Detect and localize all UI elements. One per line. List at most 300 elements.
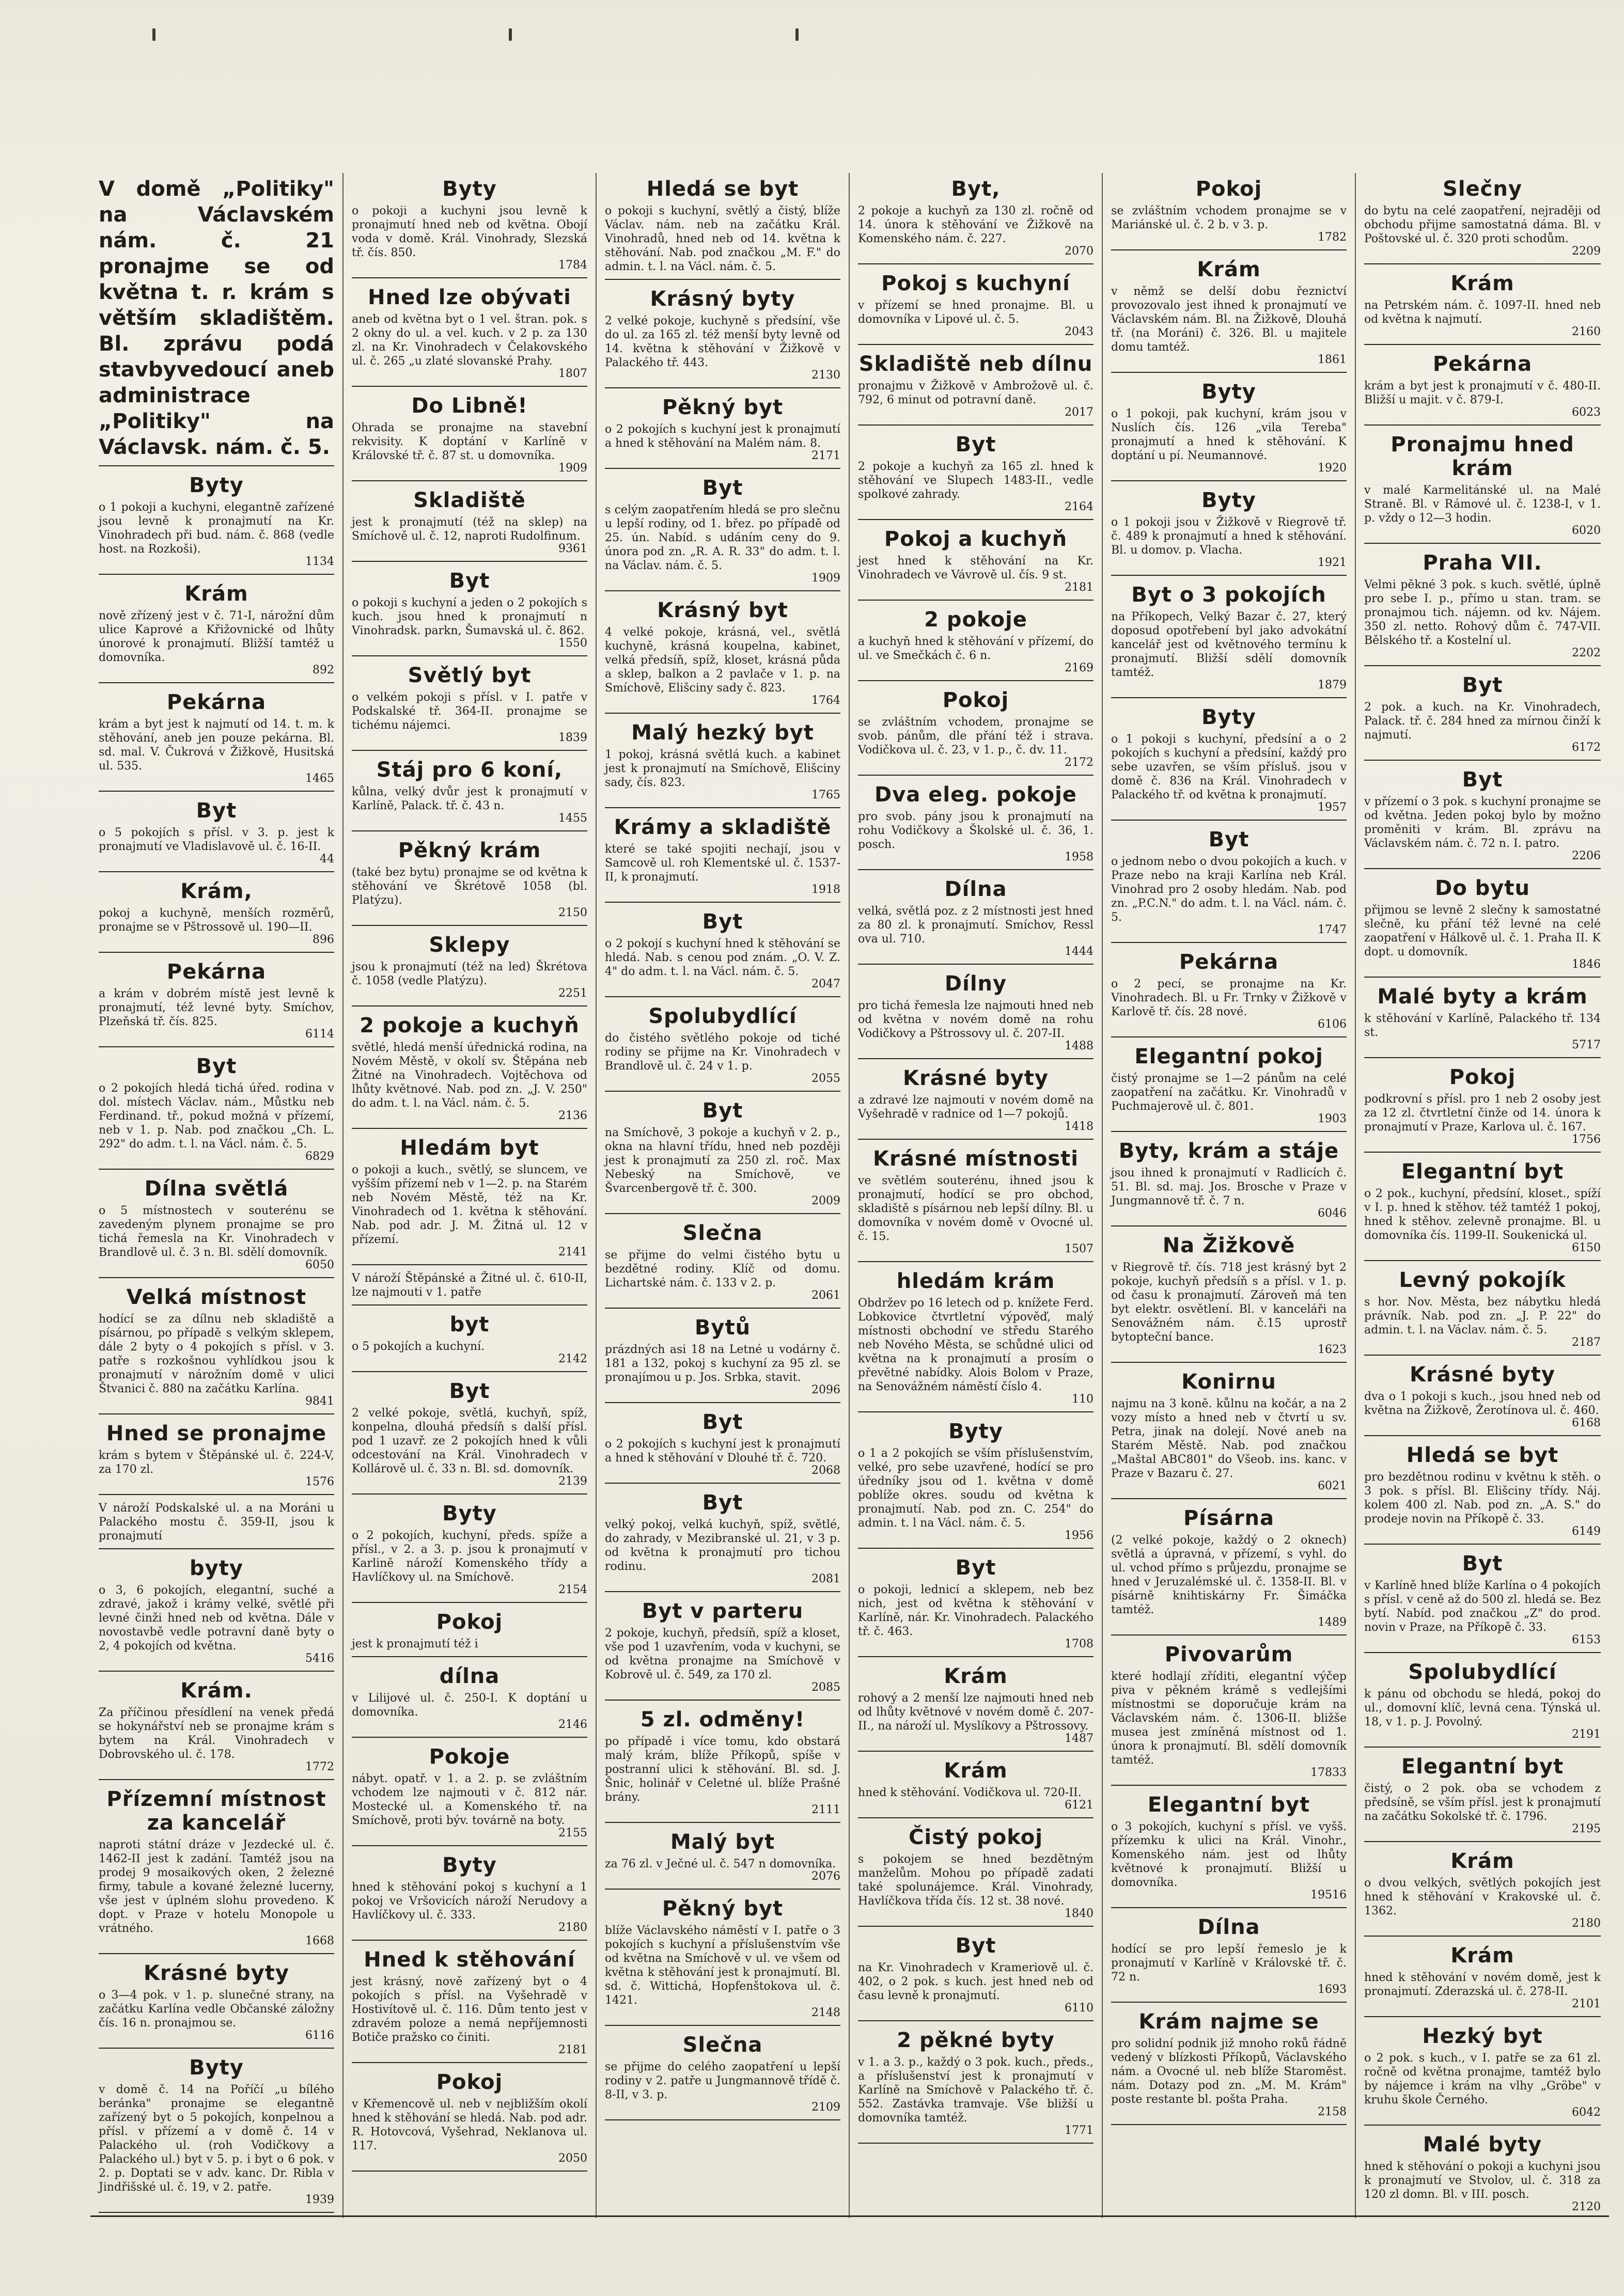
classified-ad [605, 1312, 840, 1403]
ad-body: kůlna, velký dvůr jest k pronajmutí v Karlíně, Palack. tř. č. 43 n. [352, 785, 587, 812]
ad-number: 1489 [1318, 1616, 1347, 1629]
ad-body: o 3 pokojích, kuchyní s přísl. ve vyšš. přízemku k ulici na Král. Vinohr., Komenského nám. jest od lhůty květnové k pronajmutí. Bližší u domovníka. [1111, 1820, 1347, 1889]
ad-body: o 5 místnostech v souterénu se zavedeným plynem pronajme se pro tichá řemesla na Kr. Vinohradech v Brandlově ul. č. 3 n. Bl. sdělí domovník. [99, 1204, 334, 1259]
ad-body: a krám v dobrém místě jest levně k pronajmutí, též levné byty. Smíchov, Plzeňská tř. čís. 825. [99, 987, 334, 1028]
classified-ad [352, 2066, 587, 2172]
ad-number: 2172 [1065, 756, 1094, 769]
classified-ad [605, 1487, 840, 1592]
classified-ad [352, 1944, 587, 2063]
ad-number: 110 [1072, 1393, 1094, 1406]
ad-title: Byty [948, 1420, 1003, 1443]
ad-title: Dílna světlá [144, 1177, 289, 1201]
ad-title: Byt [449, 1379, 490, 1403]
ad-number: 1939 [305, 2193, 334, 2206]
ad-title: Byty [1201, 489, 1256, 512]
ad-title: Byt [702, 476, 743, 500]
ad-body: čistý pronajme se 1—2 pánům na celé zaopatření na začátku. Kr. Vinohradů v Puchmajerově ul. č. 801. [1111, 1072, 1347, 1113]
classified-ad [858, 1062, 1094, 1140]
classified-ad [1111, 2006, 1347, 2125]
ad-number: 2181 [558, 2043, 587, 2056]
classified-ad [858, 1552, 1094, 1657]
classified-ad [858, 1143, 1094, 1262]
ad-body: 2 velké pokoje, kuchyně s předsíní, vše do ul. za 165 zl. též menší byty levně od 14. května k stěhování v Žižkově v Palackého tř. 443. [605, 314, 840, 369]
classified-ad [858, 173, 1094, 264]
ad-body: o 1 pokoji s kuchyní, předsíní a o 2 pokojích s kuchyní a předsíní, každý pro sebe uzavřen, se vším přísluš. jsou v domě č. 836 na Král. Vinohradech v Palackého tř. od května k pronajmutí. [1111, 733, 1347, 801]
ad-number: 1909 [558, 462, 587, 475]
ad-title: Byty [442, 1853, 497, 1877]
classified-ad [605, 173, 840, 280]
ad-title: Byt v parteru [642, 1599, 804, 1623]
ad-number: 2202 [1572, 647, 1601, 659]
classified-ad [99, 875, 334, 953]
ad-title: Byt o 3 pokojích [1131, 583, 1326, 607]
ad-number: 6149 [1572, 1525, 1601, 1538]
classified-ad [605, 717, 840, 808]
ad-title: Slečna [682, 2033, 763, 2057]
classified-ad [1364, 1940, 1601, 2017]
ad-number: 2169 [1065, 662, 1094, 674]
ad-body: v 1. a 3. p., každý o 3 pok. kuch., předs., a příslušenství jest k pronajmutí v Karlíně na Smíchově v Palackého tř. č. 552. Zastávka tramvaje. Vše bližší u domovníka tamtéž. [858, 2056, 1094, 2125]
classified-ad [1364, 1656, 1601, 1748]
ad-number: 2209 [1572, 245, 1601, 258]
ad-title: Byty [442, 1502, 497, 1526]
classified-ad [605, 1595, 840, 1701]
classified-ad [858, 1416, 1094, 1549]
classified-ad [1111, 1911, 1347, 2003]
ad-number: 1921 [1318, 556, 1347, 569]
ad-body: hned k stěhování v novém domě, jest k pronajmutí. Zderazská ul. č. 278-II. [1364, 1971, 1601, 1998]
ad-number: 2142 [558, 1353, 587, 1365]
ad-number: 2017 [1065, 406, 1094, 419]
ad-title: Krásné byty [1410, 1363, 1555, 1387]
ad-title: Krásný byty [650, 287, 795, 311]
classified-ad [99, 1675, 334, 1780]
classified-ad [352, 1660, 587, 1738]
ad-number: 2148 [811, 2006, 840, 2019]
classified-ad [1111, 484, 1347, 576]
scan-mark [509, 28, 512, 41]
ad-body: jest k pronajmutí (též na sklep) na Smíchově ul. č. 12, naproti Rudolfinum. [352, 516, 587, 543]
classified-ad [1364, 981, 1601, 1058]
ad-title: Pěkný krám [398, 839, 541, 862]
classified-ad [1364, 1264, 1601, 1356]
ad-number: 1693 [1318, 1983, 1347, 1996]
ad-number: 6050 [305, 1259, 334, 1271]
scan-mark [795, 28, 799, 41]
classified-ad [352, 835, 587, 926]
ad-title: Krásný byt [657, 599, 788, 622]
ad-number: 2081 [811, 1572, 840, 1585]
ad-title: Pokoj a kuchyň [884, 527, 1068, 551]
ad-title: Hezký byt [1422, 2024, 1543, 2048]
ad-body: o 1 pokoji jsou v Žižkově v Riegrově tř. č. 489 k pronajmutí a hned k stěhování. Bl. u domov. p. Vlacha. [1111, 516, 1347, 557]
ad-title: Hned k stěhování [364, 1948, 575, 1972]
ad-number: 5416 [305, 1652, 334, 1665]
classified-ad [1111, 254, 1347, 373]
ad-title: Byty [189, 2056, 244, 2080]
ad-title: Pronajmu hned krám [1391, 433, 1574, 480]
ad-number: 2050 [558, 2152, 587, 2165]
ad-number: 2251 [558, 987, 587, 1000]
ad-title: Přízemní místnost za kancelář [106, 1787, 326, 1835]
classified-ad [605, 472, 840, 591]
ad-title: Byty [1201, 380, 1256, 404]
ad-title: Spolubydlící [1408, 1660, 1557, 1684]
ad-title: Krásné byty [903, 1066, 1049, 1090]
ad-title: Pokoj [1195, 177, 1262, 201]
ad-number: 6121 [1065, 1799, 1094, 1812]
ad-title: Pěkný byt [662, 1897, 784, 1921]
ad-title: Byt [955, 1934, 996, 1958]
ad-number: 1507 [1065, 1243, 1094, 1255]
ad-body: v němž se delší dobu řeznictví provozovalo jest ihned k pronajmutí ve Václavském nám. Bl. na Žižkově, Dlouhá tř. (na Moráni) č. 326. Bl. u majitele domu tamtéž. [1111, 285, 1347, 354]
ad-number: 6829 [305, 1150, 334, 1163]
ad-number: 896 [313, 933, 334, 946]
ad-number: 1861 [1318, 353, 1347, 366]
ad-number: 2068 [811, 1464, 840, 1477]
ad-number: 1920 [1318, 462, 1347, 475]
classified-ad [605, 594, 840, 714]
ad-number: 1487 [1065, 1732, 1094, 1745]
classified-ad [99, 795, 334, 872]
ad-title: Pokoj [942, 688, 1009, 712]
classified-ad [1364, 1359, 1601, 1436]
classified-ad [1111, 376, 1347, 481]
ad-number: 44 [320, 853, 334, 866]
classified-columns [90, 173, 1609, 2218]
ad-title: Hledám byt [400, 1136, 539, 1160]
ad-number: 2141 [558, 1246, 587, 1259]
ad-body: pokoj a kuchyně, menších rozměrů, pronajme se v Pštrossově ul. 190—II. [99, 907, 334, 934]
ad-title: Byty, krám a stáje [1118, 1139, 1339, 1163]
classified-ad [352, 1309, 587, 1372]
ad-number: 2009 [811, 1194, 840, 1207]
ad-body: na Příkopech, Velký Bazar č. 27, který doposud opotřebení byl jako advokátní kancelář jest od květnového termínu k pronajmutí. Bližší sdělí domovník tamtéž. [1111, 610, 1347, 679]
ad-title: Krámy a skladiště [614, 815, 832, 839]
classified-ad [99, 956, 334, 1047]
ad-body: o pokoji a kuchyni jsou levně k pronajmutí hned neb od května. Obojí voda v domě. Král. Vinohrady, Slezská tř. čís. 850. [352, 205, 587, 259]
ad-title: Byt [196, 799, 237, 823]
ad-title: Byty [189, 474, 244, 497]
ad-number: 2155 [558, 1827, 587, 1839]
classified-ad [605, 811, 840, 903]
classified-ad [99, 1050, 334, 1170]
ad-number: 6020 [1572, 524, 1601, 537]
ad-body: velký pokoj, velká kuchyň, spíž, světlé, do zahrady, v Mezibranské ul. 21, v 3 p. od května k pronajmutí pro tichou rodinu. [605, 1518, 840, 1573]
ad-number: 1444 [1065, 945, 1094, 958]
classified-ad [1111, 701, 1347, 821]
classified-ad [352, 1375, 587, 1495]
ad-title: Byt [1462, 673, 1503, 697]
ad-body: o 2 pokojích hledá tichá úřed. rodina v dol. místech Václav. nám., Můstku neb Ferdinand. tř., pokud možná v přízemí, neb v 1. p. Nab. pod značkou „Ch. L. 292" do adm. t. l. na Václ. nám. č. 5. [99, 1082, 334, 1151]
classified-ad [1364, 2020, 1601, 2126]
ad-title: Malý byt [670, 1830, 775, 1854]
ad-number: 6042 [1572, 2106, 1601, 2119]
ad-body: se zvláštním vchodem pronajme se v Mariánské ul. č. 2 b. v 3. p. [1111, 205, 1347, 231]
ad-title: Byt [702, 1491, 743, 1515]
ad-body: o 5 pokojích a kuchyní. [352, 1340, 485, 1353]
ad-title: Do Libně! [411, 394, 528, 418]
ad-body: o pokoji s kuchyní, světlý a čistý, blíže Václav. nám. neb na začátku Král. Vinohradů, hned neb od 14. května k stěhování. Nab. pod značkou „M. F." do admin. t. l. na Václ. nám. č. 5. [605, 205, 840, 273]
ad-body: 1 pokoj, krásná světlá kuch. a kabinet jest k pronajmutí na Smíchově, Elišciny sady, čís. 823. [605, 748, 840, 789]
classified-ad [352, 484, 587, 562]
ad-number: 1418 [1065, 1120, 1094, 1133]
ad-body: o pokoji s kuchyní a jeden o 2 pokojích s kuch. jsou hned k pronajmutí n Vinohradsk. parkn, Šumavská ul. č. 862. [352, 596, 587, 637]
ad-number: 2076 [811, 1870, 840, 1883]
ad-body: 2 pokoje a kuchyň za 130 zl. ročně od 14. února k stěhování ve Žižkově na Komenského nám. č. 227. [858, 205, 1094, 245]
ad-body: čistý, o 2 pok. oba se vchodem z předsíně, se vším přísl. jest k pronajmutí na začátku Sokolské tř. č. 1796. [1364, 1782, 1601, 1823]
classified-ad [1111, 1366, 1347, 1499]
classified-ad [352, 754, 587, 831]
ad-number: 1756 [1572, 1133, 1601, 1146]
ad-body: jest k pronajmutí též i [352, 1638, 478, 1650]
ad-body: o velkém pokoji s přísl. v I. patře v Podskalské tř. 364-II. pronajme se tichému nájemci. [352, 691, 587, 732]
ad-title: Krám [1450, 1849, 1514, 1873]
ad-title: Světlý byt [408, 664, 532, 687]
ad-number: 1782 [1318, 231, 1347, 244]
ad-number: 2158 [1318, 2105, 1347, 2118]
ad-body: hodící se za dílnu neb skladiště a písárnou, po případě s velkým sklepem, dále 2 byty o 4 pokojích s přísl. v 3. patře s rozkošnou vyhlídkou jsou k pronajmutí v nárožním domě v ulici Štvanici č. 880 na začátku Karlína. [99, 1313, 334, 1395]
ad-body: se přijme do velmi čistého bytu u bezdětné rodiny. Klíč od domu. Lichartské nám. č. 133 v 2. p. [605, 1249, 840, 1289]
ad-body: pro solidní podnik již mnoho roků řádně vedený v blízkosti Příkopů, Václavského nám. a Ovocné ul. neb blíže Staroměst. nám. Dotazy pod zn. „M. M. Krám" poste restante bl. pošta Praha. [1111, 2037, 1347, 2106]
ad-number: 2120 [1572, 2200, 1601, 2213]
ad-title: Pekárna [166, 960, 267, 984]
ad-number: 2111 [811, 1803, 840, 1816]
ad-title: Skladiště neb dílnu [858, 352, 1093, 376]
classified-ad [1364, 173, 1601, 264]
ad-title: Slečna [682, 1221, 763, 1245]
ad-number: 2154 [558, 1583, 587, 1596]
ad-number: 17833 [1310, 1766, 1347, 1779]
classified-ad [1111, 946, 1347, 1037]
ad-number: 1576 [305, 1475, 334, 1488]
classified-ad [352, 1268, 587, 1306]
ad-body: jsou ihned k pronajmutí v Radlicích č. 51. Bl. sd. maj. Jos. Brosche v Praze v Jungmannově tř. č. 7 n. [1111, 1167, 1347, 1207]
ad-title: Byt, [951, 177, 1001, 201]
column-5 [1103, 173, 1356, 2218]
ad-body: prázdných asi 18 na Letné u vodárny č. 181 a 132, pokoj s kuchyní za 95 zl. se pronajímou u p. Jos. Srbka, stavit. [605, 1343, 840, 1384]
ad-number: 2139 [558, 1475, 587, 1488]
ad-title: Malé byty a krám [1377, 985, 1588, 1009]
ad-body: hned k stěhování o pokoji a kuchyni jsou k pronajmutí ve Stvolov, ul. č. 318 za 120 zl domn. Bl. v III. posch. [1364, 2160, 1601, 2201]
ad-body: v Karlíně hned blíže Karlína o 4 pokojích s přísl. v ceně až do 500 zl. hledá se. Bez bytí. Nabíd. pod značkou „Z" do prod. novin v Praze, na Příkopě č. 33. [1364, 1579, 1601, 1634]
classified-ad [99, 1498, 334, 1549]
ad-title: Pekárna [166, 690, 267, 714]
ad-body: krám a byt jest k najmutí od 14. t. m. k stěhování, aneb jen pouze pekárna. Bl. sd. mal. V. Čukrová v Žižkově, Husitská ul. 535. [99, 718, 334, 773]
ad-title: Byt [1462, 1552, 1503, 1576]
column-4 [850, 173, 1103, 2218]
classified-ad [858, 2024, 1094, 2144]
ad-body: naproti státní dráze v Jezdecké ul. č. 1462-II jest k zadání. Tamtéž jsou na prodej 9 mosaikových oken, 2 železné firmy, tabule a kované železné lucerny, vše jest v úplném slohu provedeno. K dopt. v Praze v hotelu Monopole u vrátného. [99, 1838, 334, 1935]
ad-body: na Kr. Vinohradech v Krameriově ul. č. 402, o 2 pok. s kuch. jest hned neb od času levně k pronajmutí. [858, 1961, 1094, 2002]
ad-body: o 5 pokojích s přísl. v 3. p. jest k pronajmutí ve Vladislavově ul. č. 16-II. [99, 826, 334, 853]
ad-number: 2187 [1572, 1336, 1601, 1349]
classified-ad [605, 2029, 840, 2120]
ad-title: Krám, [180, 879, 253, 903]
ad-body: o 3—4 pok. v 1. p. slunečné strany, na začátku Karlína vedle Občanské záložny čís. 16 n. pronajmou se. [99, 1989, 334, 2030]
ad-body: pronajmu v Žižkově v Ambrožově ul. č. 792, 6 minut od potravní daně. [858, 380, 1094, 406]
ad-title: Krám. [180, 1679, 253, 1703]
ad-title: Byt [449, 569, 490, 593]
ad-body: o 1 pokoji a kuchyni, elegantně zařízené jsou levně k pronajmutí na Kr. Vinohradech při bud. nám. č. 868 (vedle host. na Rozkoši). [99, 501, 334, 556]
ad-title: Dílna [944, 877, 1007, 901]
classified-ad [605, 1826, 840, 1890]
ad-title: Spolubydlící [648, 1004, 797, 1028]
ad-number: 19516 [1310, 1889, 1347, 1901]
ad-body: v malé Karmelitánské ul. na Malé Straně. Bl. v Rámové ul. č. 1238-I, v 1. p. vždy o 12—3 hodin. [1364, 484, 1601, 525]
ad-body: o pokoji a kuch., světlý, se sluncem, ve vyšším přízemí neb v 1—2. p. na Starém neb Novém Městě, též na Kr. Vinohradech od 1. května k stěhování. Nab. pod adr. J. M. Žitná ul. 12 v přízemí. [352, 1163, 587, 1246]
classified-ad [352, 1741, 587, 1846]
classified-ad [99, 2052, 334, 2213]
classified-ad [1111, 1639, 1347, 1786]
ad-title: Pekárna [1432, 352, 1533, 376]
ad-number: 6116 [305, 2029, 334, 2042]
ad-title: byty [190, 1556, 243, 1580]
ad-title: Pokoj s kuchyní [881, 272, 1070, 295]
ad-title: Byt [702, 910, 743, 934]
ad-number: 1771 [1065, 2124, 1094, 2137]
ad-body: 2 pokoje, kuchyň, předsíň, spíž a kloset, vše pod 1 uzavřením, voda v kuchyni, se od května pronajme na Smíchově v Kobrově ul. č. 549, za 170 zl. [605, 1627, 840, 1681]
ad-body: Velmi pěkné 3 pok. s kuch. světlé, úplně pro sebe I. p., přímo u stan. tram. se pronajmou tich. nájemn. od kv. Nájem. 350 zl. netto. Rohový dům č. 747-VII. Bělského tř. a Kostelní ul. [1364, 578, 1601, 647]
classified-ad [99, 1281, 334, 1414]
ad-title: Hledá se byt [646, 177, 799, 201]
ad-number: 1807 [558, 367, 587, 380]
ad-body: hodící se pro lepší řemeslo je k pronajmutí v Karlíně v Královské tř. č. 72 n. [1111, 1943, 1347, 1984]
ad-body: do čistého světlého pokoje od tiché rodiny se přijme na Kr. Vinohradech v Brandlově ul. č. 24 v 1. p. [605, 1032, 840, 1073]
classified-ad [1111, 173, 1347, 250]
classified-ad [1364, 1751, 1601, 1842]
ad-body: najmu na 3 koně. kůlnu na kočár, a na 2 vozy místo a hned neb v čtvrtí u sv. Petra, jinak na dolejí. Nové aneb na Starém Městě. Nab. pod značkou „Maštal ABC801" do Všeob. ins. kanc. v Praze v Bazaru č. 27. [1111, 1397, 1347, 1480]
ad-title: Krásné místnosti [873, 1147, 1079, 1171]
ad-body: V nároží Štěpánské a Žitné ul. č. 610-II, lze najmouti v 1. patře [352, 1272, 587, 1299]
ad-number: 6023 [1572, 406, 1601, 419]
ad-body: rohový a 2 menší lze najmouti hned neb od lhůty květnové v novém domě č. 207-II., na nároží ul. Myslíkovy a Pštrossovy. [858, 1692, 1094, 1733]
ad-number: 6106 [1318, 1018, 1347, 1031]
classified-ad [858, 1930, 1094, 2021]
classified-ad [1111, 824, 1347, 943]
ad-number: 9361 [558, 542, 587, 555]
ad-number: 2181 [1065, 581, 1094, 594]
classified-ad [605, 283, 840, 388]
ad-body: 2 pokoje a kuchyň za 165 zl. hned k stěhování ve Slupech 1483-II., vedle spolkové zahrady. [858, 460, 1094, 501]
ad-title: Levný pokojík [1399, 1268, 1566, 1292]
ad-body: o dvou velkých, světlých pokojích jest hned k stěhování v Krakovské ul. č. 1362. [1364, 1877, 1601, 1917]
classified-ad [858, 779, 1094, 870]
ad-number: 2180 [558, 1921, 587, 1934]
ad-title: Krám najme se [1138, 2010, 1319, 2034]
ad-number: 1623 [1318, 1343, 1347, 1356]
ad-number: 1846 [1572, 958, 1601, 971]
ad-number: 6021 [1318, 1480, 1347, 1492]
ad-number: 2055 [811, 1072, 840, 1085]
ad-body: krám a byt jest k pronajmutí v č. 480-II. Bližší u majit. v č. 879-I. [1364, 380, 1601, 406]
ad-body: o 1 a 2 pokojích se vším příslušenstvím, velké, pro sebe uzavřené, hodící se pro úředníky jsou od 1. května v domě poblíže okres. soudu od května k pronajmutí. Nab. pod zn. C. 254" do admin. t. l na Václ. nám. č. 5. [858, 1447, 1094, 1530]
classified-ad [352, 565, 587, 656]
ad-number: 6110 [1065, 2002, 1094, 2015]
ad-body: Za příčinou přesídlení na venek předá se hokynářství neb se pronajme krám s bytem na Král. Vinohradech v Dobrovského ul. č. 178. [99, 1706, 334, 1761]
ad-title: Dílna [1197, 1915, 1260, 1939]
ad-body: s hor. Nov. Města, bez nábytku hledá právník. Nab. pod zn. „J. P. 22" do admin. t. l. na Václav. nám. č. 5. [1364, 1296, 1601, 1336]
classified-ad [858, 1660, 1094, 1752]
ad-number: 2061 [811, 1289, 840, 1302]
ad-number: 2043 [1065, 325, 1094, 338]
classified-ad [1111, 1230, 1347, 1363]
classified-ad [1364, 547, 1601, 666]
ad-title: Elegantní byt [1401, 1755, 1564, 1779]
ad-title: Krám [1197, 258, 1261, 281]
ad-body: Obdržev po 16 letech od p. knížete Ferd. Lobkovice čtvrtletní výpověď, malý místnosti obchodní ve středu Starého neb Nového Města, se schůdné ulici od května na k pronajmutí a prosím o převětné nabídky. Alois Bolom v Praze, na Senovážném náměstí číslo 4. [858, 1297, 1094, 1393]
classified-ad [352, 281, 587, 387]
classified-ad [858, 523, 1094, 601]
ad-body: k stěhování v Karlíně, Palackého tř. 134 st. [1364, 1012, 1601, 1039]
classified-ad [605, 906, 840, 997]
classified-ad [605, 1095, 840, 1214]
ad-body: o 2 pokojích s kuchyní jest k pronajmutí a hned k stěhování v Dlouhé tř. č. 720. [605, 1438, 840, 1465]
classified-ad [352, 659, 587, 751]
ad-body: (také bez bytu) pronajme se od května k stěhování ve Škrétově 1058 (bl. Platýzu). [352, 866, 587, 907]
ad-body: jest hned k stěhování na Kr. Vinohradech ve Vávrově ul. čís. 9 st. [858, 555, 1094, 581]
ad-number: 1764 [811, 694, 840, 707]
ad-body: o 2 pok. s kuch., v I. patře se za 61 zl. ročně od května pronajme, tamtéž bylo by nájemce i krám na vlhy „Gröbe" v kruhu škole Černého. [1364, 2052, 1601, 2106]
ad-number: 1879 [1318, 679, 1347, 691]
ad-number: 1956 [1065, 1529, 1094, 1542]
classified-ad [858, 268, 1094, 345]
ad-number: 9841 [305, 1395, 334, 1408]
ad-title: 2 pokoje a kuchyň [360, 1014, 580, 1037]
ad-number: 1765 [811, 789, 840, 801]
ad-title: Elegantní pokoj [1134, 1045, 1323, 1068]
ad-body: k pánu od obchodu se hledá, pokoj do ul., domovní klíč, levná cena. Týnská ul. 18, v 1. p. J. Povolný. [1364, 1688, 1601, 1728]
ad-title: Slečny [1443, 177, 1522, 201]
ad-body: do bytu na celé zaopatření, nejraději od obchodu přijme samostatná dáma. Bl. v Poštovské ul. č. 320 proti schodům. [1364, 205, 1601, 245]
ad-body: v Riegrově tř. čís. 718 jest krásný byt 2 pokoje, kuchyň předsíň s a přísl. v 1. p. od času k pronajmutí. Zároveň má ten byt elektr. osvětlení. Bl. v kanceláři na Senovážném nám. č.15 uprostř bytopteční bance. [1111, 1261, 1347, 1344]
ad-number: 2047 [811, 978, 840, 990]
ad-title: Hned se pronajme [106, 1422, 327, 1445]
ad-title: Krám [184, 582, 248, 606]
classified-ad [605, 1000, 840, 1092]
classified-ad [99, 469, 334, 575]
ad-body: o 3, 6 pokojích, elegantní, suché a zdravé, jakož i krámy velké, světlé při levné činži hned neb od května. Dále v novostavbě vedle potravní daně byty o 2, 4 pokojích od května. [99, 1584, 334, 1653]
classified-ad [858, 429, 1094, 520]
ad-title: Konirnu [1181, 1370, 1276, 1394]
ad-title: Byt [1462, 768, 1503, 792]
ad-body: se přijme do celého zaopatření u lepší rodiny v 2. patře u Jungmannově třídě č. 8-II, v 3. p. [605, 2061, 840, 2101]
ad-number: 5717 [1572, 1039, 1601, 1051]
ad-body: aneb od května byt o 1 vel. štran. pok. s 2 okny do ul. a vel. kuch. v 2 p. za 130 zl. na Kr. Vinohradech v Čelakovského ul. č. 265 „u zlaté slovanské Prahy. [352, 313, 587, 368]
classified-ad [1364, 429, 1601, 544]
ad-number: 6153 [1572, 1633, 1601, 1646]
ad-number: 2160 [1572, 325, 1601, 338]
ad-number: 2136 [558, 1109, 587, 1122]
ad-body: V domě „Politiky" na Václavském nám. č. 21 pronajme se od května t. r. krám s větším skladištěm. Bl. zprávu podá stavbyvedoucí aneb administrace „Politiky" na Václavsk. nám. č. 5. [99, 177, 334, 459]
ad-body: blíže Václavského náměstí v I. patře o 3 pokojích s kuchyní a příslušenstvím vše od května na Smíchově v ul. ve všem od května k stěhování jest k pronajmutí. Bl. sd. č. Wittichá, Hopfenštokova ul. č. 1421. [605, 1924, 840, 2007]
ad-number: 6150 [1572, 1241, 1601, 1254]
ad-number: 2191 [1572, 1728, 1601, 1741]
ad-title: Na Žižkově [1162, 1234, 1295, 1257]
ad-body: dva o 1 pokoji s kuch., jsou hned neb od května na Žižkově, Žerotínova ul. č. 460. [1364, 1390, 1601, 1417]
ad-title: Elegantní byt [1147, 1793, 1310, 1817]
classified-ad [352, 1498, 587, 1603]
ad-number: 2195 [1572, 1822, 1601, 1835]
ad-body: pro bezdětnou rodinu v květnu k stěh. o 3 pok. s přísl. Bl. Elišciny třídy. Náj. kolem 400 zl. Nab. pod zn. „A. S." do prodeje novin na Příkopě č. 33. [1364, 1471, 1601, 1526]
ad-number: 6114 [305, 1028, 334, 1041]
classified-ad [352, 1010, 587, 1129]
classified-ad [858, 348, 1094, 426]
ad-title: Krásné byty [144, 1961, 289, 1985]
classified-ad [1364, 1439, 1601, 1545]
classified-ad [858, 1755, 1094, 1818]
ad-number: 1772 [305, 1760, 334, 1773]
